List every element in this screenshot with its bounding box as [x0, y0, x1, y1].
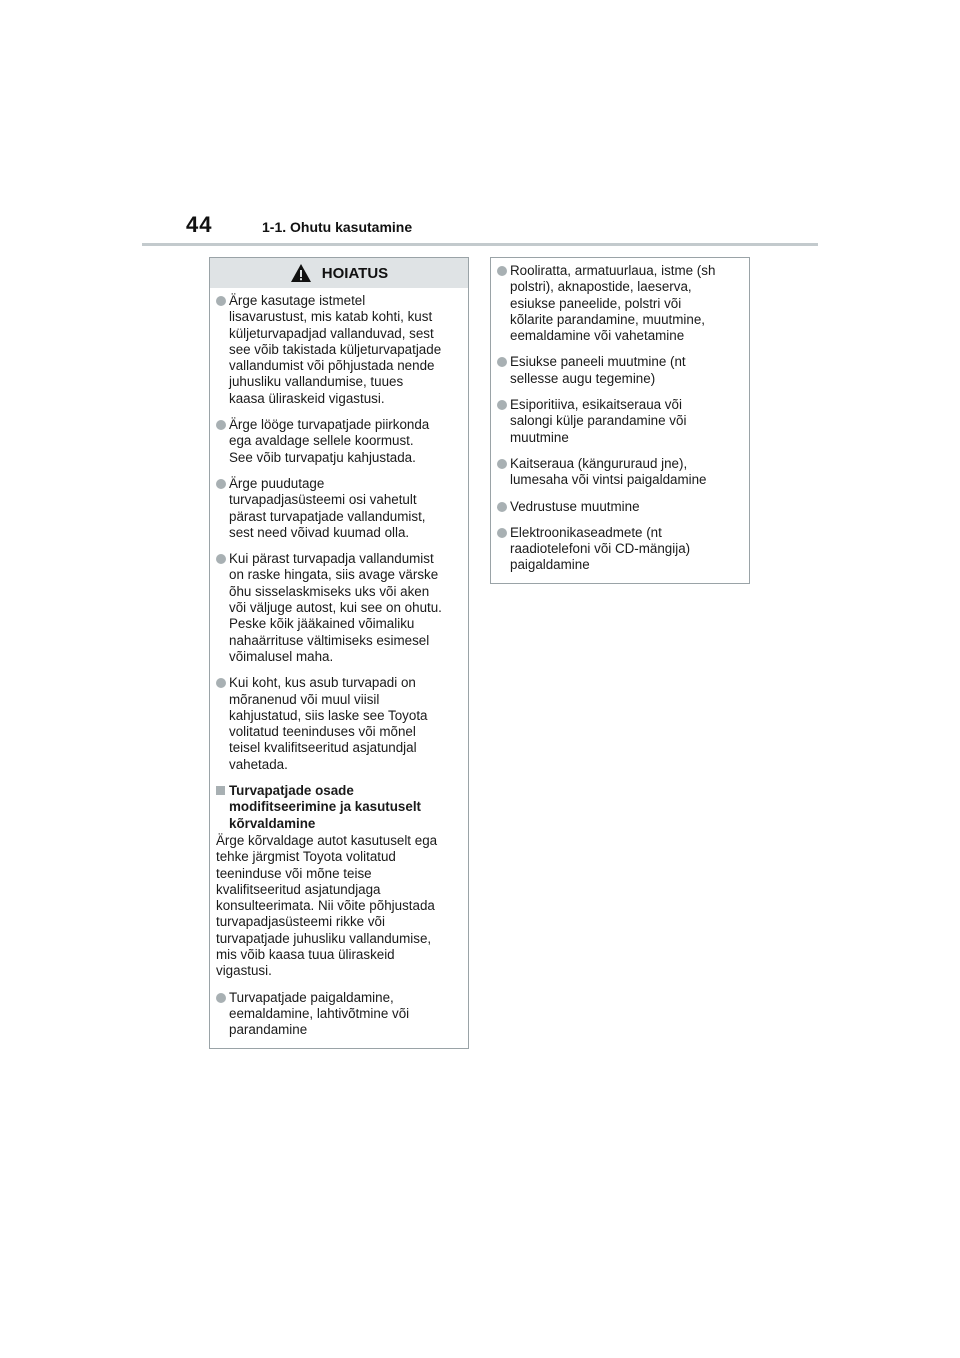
warning-item-text: Ärge lööge turvapatjade piirkonda ega avaldage sellele koormust. See võib turvapatju kahjustada.	[229, 417, 430, 465]
list-item-text: Rooliratta, armatuurlaua, istme (sh polstri), aknapostide, laeserva, esiukse paneelide, polstri või kõlarite parandamine, muutmine, eemaldamine või vahetamine	[510, 263, 716, 344]
list-item	[497, 263, 743, 344]
bullet-circle-icon	[216, 476, 229, 489]
warning-title: HOIATUS	[321, 264, 389, 282]
bullet-circle-icon	[497, 525, 510, 538]
list-item	[497, 397, 743, 446]
bullet-circle-icon	[497, 397, 510, 410]
warning-item-text: Ärge kasutage istmetel lisavarustust, mis katab kohti, kust küljeturvapadjad vallanduvad, sest see võib takistada küljeturvapatjade vallandumist või põhjustada nende juhusliku vallandumise, tuues kaasa üliraskeid vigastusi.	[229, 293, 442, 406]
bullet-circle-icon	[497, 456, 510, 469]
warning-paragraph: Ärge kõrvaldage autot kasutuselt ega tehke järgmist Toyota volitatud teeninduse või mõne teise kvalifitseeritud asjatundjaga konsulteerimata. Nii võite põhjustada turvapadjasüsteemi rikke või turvapatjade juhusliku vallandumise, mis võib kaasa tuua üliraskeid vigastusi.	[216, 832, 438, 979]
list-item	[497, 456, 743, 489]
warning-item-text: Ärge puudutage turvapadjasüsteemi osi vahetult pärast turvapatjade vallandumist, sest need võivad kuumad olla.	[229, 475, 426, 540]
list-item	[497, 499, 743, 515]
warning-item	[216, 417, 462, 466]
warning-continued-box	[490, 257, 750, 584]
warning-item-text: Kui pärast turvapadja vallandumist on raske hingata, siis avage värske õhu sisselaskmiseks uks või aken või väljuge autost, kui see on ohutu. Peske kõik jääkained võimaliku nahaärrituse vältimiseks esimesel võimalusel maha.	[229, 551, 442, 664]
bullet-circle-icon	[497, 354, 510, 367]
bullet-circle-icon	[497, 263, 510, 276]
list-item-text: Vedrustuse muutmine	[510, 498, 640, 514]
warning-item-text: Turvapatjade paigaldamine, eemaldamine, lahtivõtmine või parandamine	[229, 989, 410, 1038]
list-item-text: Elektroonikaseadmete (nt raadiotelefoni või CD-mängija) paigaldamine	[510, 524, 691, 573]
warning-item	[216, 990, 462, 1039]
list-item-text: Esiporitiiva, esikaitseraua või salongi külje parandamine või muutmine	[510, 397, 687, 445]
bullet-circle-icon	[497, 499, 510, 512]
warning-content	[210, 288, 468, 1038]
list-item-text: Kaitseraua (kängururaud jne), lumesaha või vintsi paigaldamine	[510, 455, 707, 488]
subheading	[216, 783, 462, 832]
warning-item	[216, 675, 462, 773]
list-item-text: Esiukse paneeli muutmine (nt sellesse augu tegemine)	[510, 354, 686, 386]
subheading-text: Turvapatjade osade modifitseerimine ja kasutuselt kõrvaldamine	[229, 783, 421, 831]
bullet-square-icon	[216, 783, 229, 795]
warning-item	[216, 551, 462, 665]
section-title: 1-1. Ohutu kasutamine	[262, 219, 413, 235]
bullet-circle-icon	[216, 675, 229, 688]
header-rule	[142, 243, 818, 246]
continued-content	[491, 258, 749, 574]
warning-header	[210, 258, 468, 288]
bullet-circle-icon	[216, 417, 229, 430]
warning-item	[216, 293, 462, 407]
list-item	[497, 354, 743, 387]
bullet-circle-icon	[216, 551, 229, 564]
bullet-circle-icon	[216, 293, 229, 306]
bullet-circle-icon	[216, 990, 229, 1003]
warning-box	[209, 257, 469, 1049]
warning-item-text: Kui koht, kus asub turvapadi on mõranenud või muul viisil kahjustatud, siis laske see Toyota volitatud teeninduses või mõnel teisel kvalifitseeritud asjatundjal vahetada.	[229, 675, 428, 772]
page-number: 44	[186, 212, 213, 237]
warning-item	[216, 476, 462, 541]
warning-triangle-icon	[290, 263, 312, 283]
list-item	[497, 525, 743, 574]
